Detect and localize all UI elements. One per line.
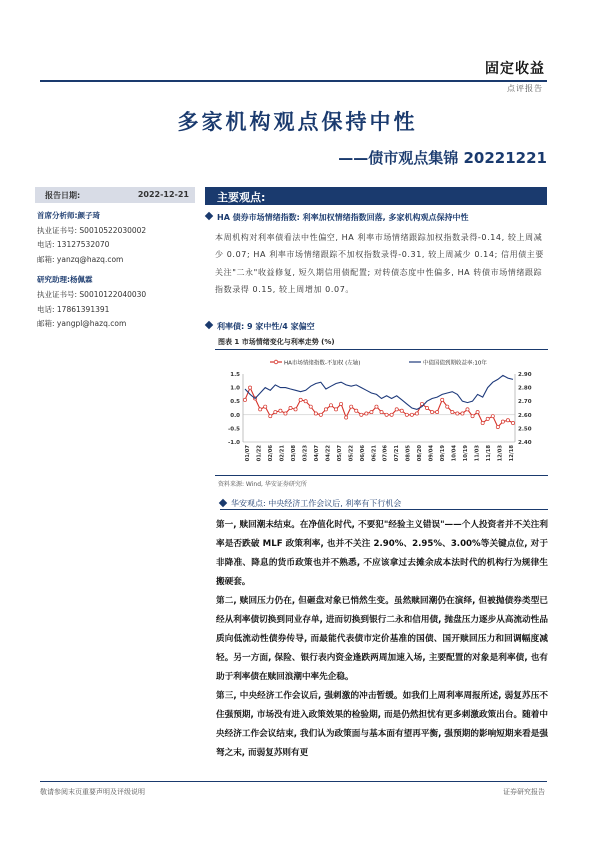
sentiment-point (339, 402, 342, 405)
legend-right-label: 中债国债到期收益率:10年 (423, 360, 487, 367)
sentiment-point (481, 421, 484, 424)
header-divider (40, 80, 547, 82)
figure-top-rule (215, 349, 548, 350)
left-tick-label: 0.0 (230, 412, 240, 419)
sentiment-point (309, 405, 312, 408)
key-points-title: 主要观点: (217, 191, 266, 204)
sentiment-point (461, 412, 464, 415)
x-tick-label: 06/06 (359, 445, 366, 462)
left-tick-label: 0.5 (230, 399, 240, 406)
footer-disclaimer: 敬请参阅末页重要声明及评级说明 (40, 788, 145, 796)
left-tick-label: -0.5 (227, 426, 240, 433)
sentiment-point (259, 408, 262, 411)
sentiment-point (410, 413, 413, 416)
figure-title: 图表 1 市场情绪变化与利率走势 (%) (218, 338, 335, 346)
report-type: 点评报告 (507, 84, 543, 93)
x-tick-label: 08/05 (405, 445, 412, 462)
sentiment-point (350, 405, 353, 408)
sentiment-point (329, 404, 332, 407)
sentiment-point (415, 412, 418, 415)
sentiment-point (269, 415, 272, 418)
right-tick-label: 2.70 (518, 399, 532, 406)
bullet-rates-text: 利率债: 9 家中性/4 家偏空 (217, 322, 315, 331)
report-date-bar (35, 187, 195, 203)
x-tick-label: 03/23 (302, 445, 309, 462)
sentiment-point (466, 408, 469, 411)
sentiment-point (390, 413, 393, 416)
author-info (37, 209, 197, 332)
right-tick-label: 2.80 (518, 385, 532, 392)
page-title: 多家机构观点保持中性 (177, 110, 418, 134)
left-tick-label: -1.0 (227, 440, 240, 446)
x-tick-label: 04/22 (325, 445, 332, 462)
sentiment-point (446, 405, 449, 408)
sentiment-point (375, 405, 378, 408)
sentiment-point (486, 417, 489, 420)
diamond-bullet-icon (205, 321, 213, 329)
report-date-value: 2022-12-21 (137, 190, 189, 199)
footer-label: 证券研究报告 (503, 788, 545, 796)
paragraph-2: 第二, 赎回压力仍在, 但砸盘对象已悄然生变。虽然赎回潮仍在演绎, 但被抛债券类型已经从利率债切换到同业存单, 进而切换到银行二永和信用债, 抛盘压力逐步从高流动性品质向低流动性债券传导, 而最能代表债市定价基准的国债、国开赎回压力和回调幅度减轻。另一方面, 保险、银行表内资金逢跌两周加速入场, 主要配置的对象是利率债, 也有助于利率债在赎回浪潮中率先企稳。 (216, 596, 548, 682)
sentiment-yield-chart (215, 352, 548, 474)
right-tick-label: 2.40 (518, 440, 532, 446)
sentiment-point (294, 408, 297, 411)
right-tick-label: 2.60 (518, 412, 532, 419)
diamond-bullet-icon (205, 212, 213, 220)
left-tick-label: 1.5 (230, 372, 240, 378)
x-tick-label: 12/18 (509, 445, 515, 462)
key-points-header (205, 187, 547, 205)
bullet-rates (206, 321, 315, 332)
legend-left-label: HA市场情绪指数-不加权 (左轴) (284, 360, 361, 367)
sentiment-point (314, 412, 317, 415)
x-tick-label: 02/06 (267, 445, 274, 462)
x-tick-label: 07/21 (394, 445, 401, 462)
x-tick-label: 09/19 (440, 445, 447, 462)
sentiment-point (441, 398, 444, 401)
sentiment-point (471, 415, 474, 418)
sentiment-point (385, 413, 388, 416)
paragraph-3: 第三, 中央经济工作会议后, 强刺激的冲击暂缓。如我们上周利率周报所述, 弱复苏压不住强预期, 市场没有进入政策效果的检验期, 而是仍然担忧有更多刺激政策出台。随着中央经济工作会议结束, 我们认为政策面与基本面有望再平衡, 强预期的影响短期来看是强弩之末, 而弱复苏则有更 (216, 691, 548, 758)
series-line-sentiment (245, 388, 513, 427)
assistant-phone: 电话: 17861391391 (37, 304, 110, 314)
sentiment-point (365, 412, 368, 415)
analyst-phone: 电话: 13127532070 (37, 240, 110, 250)
sentiment-point (248, 386, 251, 389)
analyst-name: 颜子琦 (77, 211, 100, 220)
sentiment-point (274, 410, 277, 413)
sentiment-point (370, 410, 373, 413)
section-heading (220, 498, 548, 510)
sentiment-point (299, 398, 302, 401)
sentiment-point (243, 398, 246, 401)
sentiment-point (451, 410, 454, 413)
figure-bottom-rule (215, 475, 548, 476)
x-tick-label: 10/04 (451, 445, 458, 462)
sentiment-paragraph: 本周机构对利率债看法中性偏空, HA 利率市场情绪跟踪加权指数录得-0.14, 较上周减少 0.07; HA 利率市场情绪跟踪不加权指数录得-0.31, 较上周减少 0.14; 信用债主要关注"二永"收益修复, 短久期信用债配置; 对转债态度中性偏多, HA 转债市场情绪跟踪指数录得 0.15, 较上周增加 0.07。 (215, 233, 545, 294)
series-line-yield (245, 375, 513, 409)
sentiment-point (334, 408, 337, 411)
assistant-name: 杨佩霖 (70, 275, 93, 285)
sentiment-point (284, 412, 287, 415)
sentiment-point (456, 412, 459, 415)
sentiment-point (304, 400, 307, 403)
footer-divider (40, 781, 547, 782)
sentiment-point (491, 415, 494, 418)
sentiment-point (264, 405, 267, 408)
analyst-cert: 执业证书号: S0010522030002 (37, 225, 147, 235)
x-tick-label: 02/21 (279, 445, 286, 462)
sentiment-point (380, 410, 383, 413)
x-tick-label: 06/21 (371, 445, 378, 462)
paragraph-1: 第一, 赎回潮未结束。在净值化时代, 不要犯"经验主义错误"——个人投资者并不关注利率是否跌破 MLF 政策利率, 也并不关注 2.90%、2.95%、3.00%等关键点位, 对于非降准、降息的货币政策也并不熟悉, 不应该拿过去摊余成本法时代的机构行为规律生搬硬套。 (216, 520, 548, 587)
x-tick-label: 07/06 (382, 445, 389, 462)
report-date-label: 报告日期: (45, 191, 81, 200)
sentiment-point (496, 425, 499, 428)
sentiment-point (355, 409, 358, 412)
analyst-role: 首席分析师: (37, 211, 78, 220)
left-tick-label: 1.0 (230, 385, 240, 392)
sentiment-point (400, 409, 403, 412)
sentiment-point (476, 410, 479, 413)
x-tick-label: 05/22 (348, 445, 355, 462)
sentiment-point (345, 416, 348, 419)
chart-legend (270, 359, 487, 367)
x-tick-label: 12/03 (497, 445, 504, 462)
legend-left-marker (274, 360, 278, 364)
sentiment-point (425, 406, 428, 409)
sentiment-point (430, 410, 433, 413)
x-tick-label: 10/19 (463, 445, 470, 462)
sentiment-point (319, 413, 322, 416)
analyst-email: 邮箱: yanzq@hazq.com (37, 254, 124, 264)
assistant-cert: 执业证书号: S0010122040030 (37, 289, 147, 299)
sentiment-point (360, 413, 363, 416)
x-tick-label: 08/20 (417, 445, 424, 462)
sentiment-point (436, 410, 439, 413)
sentiment-point (395, 408, 398, 411)
sentiment-point (279, 409, 282, 412)
x-tick-label: 05/07 (336, 445, 343, 462)
assistant-email: 邮箱: yangpl@hazq.com (37, 319, 127, 329)
x-tick-label: 11/18 (486, 445, 493, 462)
sentiment-point (324, 408, 327, 411)
body-text (216, 516, 548, 763)
x-tick-label: 09/04 (428, 445, 435, 462)
section-heading-text: 华安观点: 中央经济工作会议后, 利率有下行机会 (231, 499, 402, 508)
right-tick-label: 2.50 (518, 426, 532, 433)
x-tick-label: 11/03 (474, 445, 481, 462)
bullet-sentiment-text: HA 债券市场情绪指数: 利率加权情绪指数回落, 多家机构观点保持中性 (217, 213, 469, 222)
page-subtitle: ——债市观点集锦 20221221 (338, 149, 547, 167)
sentiment-point (501, 420, 504, 423)
sentiment-point (511, 421, 514, 424)
sentiment-point (289, 406, 292, 409)
figure-source: 资料来源: Wind, 华安证券研究所 (218, 481, 307, 488)
assistant-role: 研究助理: (37, 275, 70, 285)
x-tick-label: 03/08 (290, 445, 297, 462)
right-tick-label: 2.90 (518, 372, 532, 378)
bullet-sentiment (206, 212, 468, 223)
x-tick-label: 04/07 (313, 445, 320, 462)
sentiment-point (405, 413, 408, 416)
sentiment-point (506, 419, 509, 422)
x-tick-label: 01/22 (256, 445, 263, 462)
x-tick-label: 01/07 (245, 445, 251, 462)
diamond-bullet-icon (219, 499, 227, 507)
report-category: 固定收益 (485, 61, 545, 77)
